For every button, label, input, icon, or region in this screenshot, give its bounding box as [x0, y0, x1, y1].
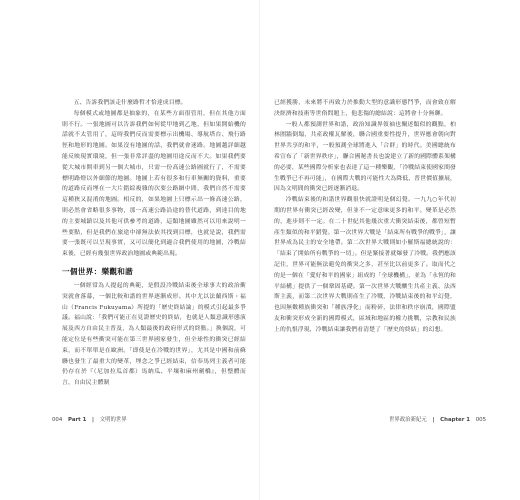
footer-separator: | [432, 417, 435, 423]
paragraph: 一般人都預測世界和諧，政治知識界領袖也闡述類似的觀點，柏林圍牆倒塌，共產政權瓦解後，聯合國重要性提升，世界應會朝向對世界共享的和平，一般預測全球將進入「合群」的時代。美國總統布希宣布了「新世界秩序」，聯合國秘書長也說建立了新的國際體系架構的必要，某些國際分析家也表達了這一種樂觀，「冷戰結束使國家間發生戰爭已不再可能」，在國際大戰的可能性大為降低、普世價值擴展，因為文明間的衝突已經逐漸消退。 [274, 121, 456, 193]
page-number: 005 [475, 417, 486, 423]
running-title: 世界政治新紀元 [389, 417, 427, 423]
chapter-label: Chapter 1 [440, 417, 470, 423]
paragraph: 已經獲勝，未來將不再致力於推動大型的意識形態鬥爭，而會致在解決經濟和技術等世俗問題上，他悲傷的總結說：這將會十分無聊。 [274, 100, 456, 117]
left-footer [52, 416, 131, 424]
left-text-column [62, 98, 246, 398]
right-footer [389, 416, 490, 424]
paragraph: 一個經常為人提起的典範，是假設冷戰結束後全球事大的政治衝突就會落幕，一個比較和諧的世界逐漸成形。其中尤以法蘭西斯・福山（Francis Fukuyama）所提的「歷史終結論」的模式引起最多爭議。福山說：「我們可能正在見證歷史的終結，也就是人類意識形態演展及西方自由民主普及，為人類最後的政府形式的終點。」換個說，可能定位是有些衝突可能在第三世界國家發生，但全球性的衝突已經結束，而不單單是在歐洲。「即使是在冷戰的世界」，尤其是中國和前蘇聯也發生了最重大的變革，埋念之爭已經結束，信奉馬列主義者可能仍存在於『（尼加拉瓜首都）馬納瓜、平壤和麻州劍橋』，但整體而言，自由民主體制 [62, 282, 246, 387]
right-text-column [274, 98, 456, 398]
paragraph: 每個模式或地圖都是抽象的，在某些方面很管用，但在其他方面則不行。一張地圖可以告訴我們如何從甲地到乙地，但如果開始機的話就不太管用了，這時我們反而需要標示出機場、導航塔台、飛行路徑和地形的地圖。如果沒有地圖的話，我們就會迷路。地圖越詳細越能反映現實環境，但一張非常詳盡的地圖用途反而不大。如果我們要從大城市開車到另一個大城市，只需一份高速公路圖就行了，不需要標明路燈以外細節的地圖。地圖上若有很多和行車無關的資料，重要的道路反而埋在一大片錯綜複雜的次要公路網中間，我們自然不需要這種狹又混淆的地圖。相反的，如果地圖上只標示出一條高速公路，則必然會省略很多事物，那一高速公路沿途的替代道路，到達目的地的主要城鎮以及其他可供參考的道路，這類地圖雖然可以用來說明一些要點，但是我們在旅途中卻無法依其找到目標，也就是說，我們需要一張既可以呈現事實，又可以簡化到適合我們使用的地圖，冷戰結束後，已經有幾張世界政治地圖或典範出現。 [62, 110, 246, 258]
right-page [260, 0, 520, 500]
running-title: 文明的世界 [99, 417, 127, 423]
footer-separator: | [92, 417, 95, 423]
paragraph: 五、告訴我們該走什麼路哲才恰達成目標。 [73, 100, 187, 106]
paragraph: 冷戰結束後的和諧世界觀很快就證明是個幻覺。一九九○年代初期的世界有衝突已經改變，但並不一定意味更多的和平。變革是必然的，進步則不一定。在二十世紀其他幾次重大衝突結束後，都曾短暫產生類似的和平錯覺。第一次世界大戰是「結束所有戰爭的戰爭」，讓世界成為民主的安全地帶。第二次世界大戰則如小羅斯福總統說的：「結束了開始所有戰爭的一切」。但是緊接著就爆發了冷戰。我們應該記住，世界可能無法避免的衝突之多，甚至比以前更多了。取而代之的是一個在「愛好和平的國家」組成的「全球機構」，並為「永恆的和平結構」提供了一個鞏固基礎。第一次世界大戰釀生共產主義、法西斯主義，而第二次世界大戰則產生了冷戰，冷戰結束後的和平幻覺，也因無數種族衝突和「種族淨化」而粉碎，法律和秩序崩潰，國際盟友和衝突形成全新的國際模式，區域和地區的權力挑戰，宗教和民族上的仇恨浮現，冷戰結束讓我們看清楚了「歷史的終結」的幻想。 [274, 197, 456, 333]
part-label: Part 1 [68, 417, 87, 423]
section-heading: 一個世界：樂觀和諧 [62, 266, 134, 276]
page-number: 004 [52, 417, 63, 423]
